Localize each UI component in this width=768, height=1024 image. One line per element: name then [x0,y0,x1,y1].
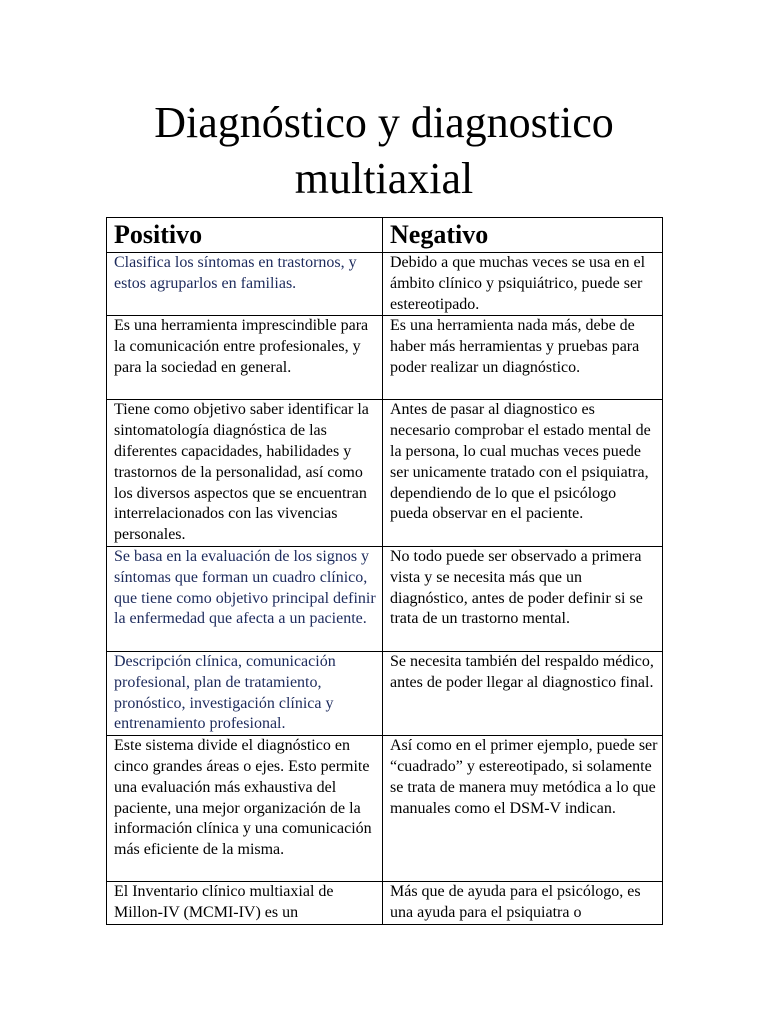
table-row [107,736,663,882]
positivo-cell: Clasifica los síntomas en trastornos, y estos agruparlos en familias. [107,253,383,316]
column-header-negativo: Negativo [383,218,663,253]
negativo-cell: Más que de ayuda para el psicólogo, es una ayuda para el psiquiatra o [383,882,663,925]
negativo-cell: Antes de pasar al diagnostico es necesario comprobar el estado mental de la persona, lo cual muchas veces puede ser unicamente tratado con el psiquiatra, dependiendo de lo que el psicólogo pueda observar en el paciente. [383,400,663,547]
column-header-positivo: Positivo [107,218,383,253]
table-row [107,400,663,547]
negativo-cell: Así como en el primer ejemplo, puede ser “cuadrado” y estereotipado, si solamente se trata de manera muy metódica a lo que manuales como el DSM-V indican. [383,736,663,882]
comparison-table [106,217,663,925]
table-row [107,882,663,925]
positivo-cell: Tiene como objetivo saber identificar la sintomatología diagnóstica de las diferentes capacidades, habilidades y trastornos de la personalidad, así como los diversos aspectos que se encuentran interrelacionados con las vivencias personales. [107,400,383,547]
table-row [107,316,663,400]
page-title-line-2: multiaxial [294,154,474,203]
table-header-row [107,218,663,253]
table-row [107,651,663,735]
positivo-cell: El Inventario clínico multiaxial de Millon-IV (MCMI-IV) es un [107,882,383,925]
page-title-line-1: Diagnóstico y diagnostico [154,98,614,147]
negativo-cell: Es una herramienta nada más, debe de haber más herramientas y pruebas para poder realizar un diagnóstico. [383,316,663,400]
positivo-cell: Descripción clínica, comunicación profesional, plan de tratamiento, pronóstico, investigación clínica y entrenamiento profesional. [107,651,383,735]
page-title [0,95,768,207]
negativo-cell: Se necesita también del respaldo médico, antes de poder llegar al diagnostico final. [383,651,663,735]
table-row [107,253,663,316]
positivo-cell: Es una herramienta imprescindible para la comunicación entre profesionales, y para la sociedad en general. [107,316,383,400]
positivo-cell: Se basa en la evaluación de los signos y síntomas que forman un cuadro clínico, que tiene como objetivo principal definir la enfermedad que afecta a un paciente. [107,546,383,651]
positivo-cell: Este sistema divide el diagnóstico en cinco grandes áreas o ejes. Esto permite una evaluación más exhaustiva del paciente, una mejor organización de la información clínica y una comunicación más eficiente de la misma. [107,736,383,882]
negativo-cell: No todo puede ser observado a primera vista y se necesita más que un diagnóstico, antes de poder definir si se trata de un trastorno mental. [383,546,663,651]
table-row [107,546,663,651]
negativo-cell: Debido a que muchas veces se usa en el ámbito clínico y psiquiátrico, puede ser estereotipado. [383,253,663,316]
